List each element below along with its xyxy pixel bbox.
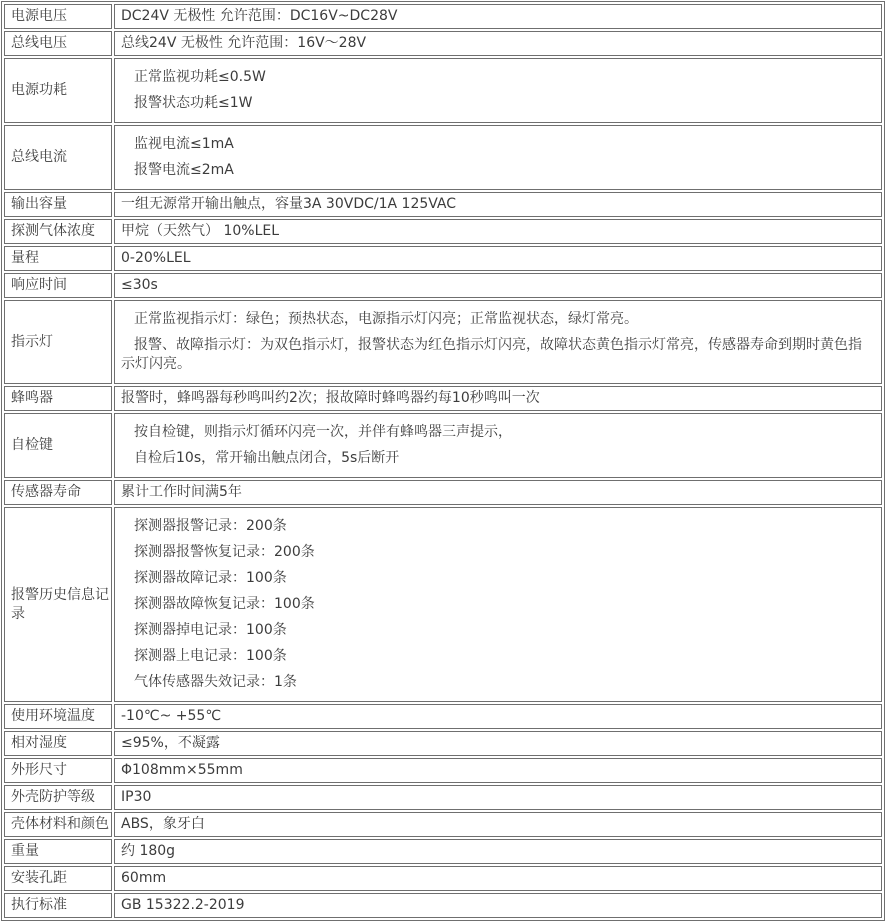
table-row <box>4 192 882 217</box>
spec-label: 自检键 <box>4 413 112 478</box>
table-row <box>4 866 882 891</box>
table-row <box>4 31 882 56</box>
spec-label: 蜂鸣器 <box>4 386 112 411</box>
spec-paragraph: 报警电流≤2mA <box>134 162 234 178</box>
spec-value: 累计工作时间满5年 <box>114 480 882 505</box>
spec-value <box>114 507 882 702</box>
spec-paragraph: 正常监视指示灯：绿色；预热状态，电源指示灯闪亮；正常监视状态，绿灯常亮。 <box>134 311 638 327</box>
table-row <box>4 125 882 190</box>
table-row <box>4 480 882 505</box>
spec-label: 外壳防护等级 <box>4 785 112 810</box>
spec-label: 总线电压 <box>4 31 112 56</box>
spec-label: 传感器寿命 <box>4 480 112 505</box>
spec-value: GB 15322.2-2019 <box>114 893 882 918</box>
spec-paragraph: 自检后10s，常开输出触点闭合，5s后断开 <box>134 450 400 466</box>
spec-value: DC24V 无极性 允许范围：DC16V~DC28V <box>114 4 882 29</box>
spec-value <box>114 413 882 478</box>
spec-value <box>114 300 882 384</box>
spec-label: 指示灯 <box>4 300 112 384</box>
spec-paragraph: 探测器掉电记录：100条 <box>134 622 287 638</box>
spec-label: 使用环境温度 <box>4 704 112 729</box>
table-row <box>4 812 882 837</box>
spec-value: 报警时，蜂鸣器每秒鸣叫约2次；报故障时蜂鸣器约每10秒鸣叫一次 <box>114 386 882 411</box>
spec-value: 约 180g <box>114 839 882 864</box>
table-row <box>4 704 882 729</box>
table-row <box>4 785 882 810</box>
spec-value: 甲烷（天然气） 10%LEL <box>114 219 882 244</box>
spec-label: 量程 <box>4 246 112 271</box>
table-row <box>4 413 882 478</box>
table-row <box>4 246 882 271</box>
table-row <box>4 58 882 123</box>
table-row <box>4 386 882 411</box>
spec-value: ≤95%，不凝露 <box>114 731 882 756</box>
spec-paragraph: 探测器上电记录：100条 <box>134 648 287 664</box>
spec-label: 探测气体浓度 <box>4 219 112 244</box>
spec-label: 壳体材料和颜色 <box>4 812 112 837</box>
spec-table-body <box>4 4 882 918</box>
spec-label: 相对湿度 <box>4 731 112 756</box>
table-row <box>4 893 882 918</box>
spec-label: 执行标准 <box>4 893 112 918</box>
spec-paragraph: 按自检键，则指示灯循环闪亮一次，并伴有蜂鸣器三声提示， <box>134 424 512 440</box>
table-row <box>4 4 882 29</box>
table-row <box>4 507 882 702</box>
spec-value: IP30 <box>114 785 882 810</box>
table-row <box>4 273 882 298</box>
spec-label: 安装孔距 <box>4 866 112 891</box>
spec-label: 外形尺寸 <box>4 758 112 783</box>
table-row <box>4 839 882 864</box>
table-row <box>4 300 882 384</box>
spec-value: 总线24V 无极性 允许范围：16V～28V <box>114 31 882 56</box>
spec-label: 响应时间 <box>4 273 112 298</box>
spec-value: Φ108mm×55mm <box>114 758 882 783</box>
table-row <box>4 219 882 244</box>
spec-value: 60mm <box>114 866 882 891</box>
spec-value: 一组无源常开输出触点，容量3A 30VDC/1A 125VAC <box>114 192 882 217</box>
spec-paragraph: 气体传感器失效记录：1条 <box>134 674 297 690</box>
table-row <box>4 731 882 756</box>
spec-value: ≤30s <box>114 273 882 298</box>
spec-value: ABS，象牙白 <box>114 812 882 837</box>
spec-paragraph: 报警状态功耗≤1W <box>134 95 253 111</box>
spec-value: 0-20%LEL <box>114 246 882 271</box>
spec-paragraph: 监视电流≤1mA <box>134 136 234 152</box>
spec-value: -10℃~ +55℃ <box>114 704 882 729</box>
spec-paragraph: 正常监视功耗≤0.5W <box>134 69 266 85</box>
spec-label: 电源功耗 <box>4 58 112 123</box>
table-row <box>4 758 882 783</box>
spec-label: 重量 <box>4 839 112 864</box>
spec-label: 总线电流 <box>4 125 112 190</box>
spec-table <box>1 1 885 921</box>
spec-paragraph: 探测器报警记录：200条 <box>134 518 287 534</box>
spec-paragraph: 探测器故障恢复记录：100条 <box>134 596 315 612</box>
spec-label: 输出容量 <box>4 192 112 217</box>
spec-label: 电源电压 <box>4 4 112 29</box>
spec-paragraph: 探测器报警恢复记录：200条 <box>134 544 315 560</box>
spec-paragraph: 探测器故障记录：100条 <box>134 570 287 586</box>
spec-value <box>114 58 882 123</box>
spec-value <box>114 125 882 190</box>
spec-paragraph: 报警、故障指示灯：为双色指示灯，报警状态为红色指示灯闪亮，故障状态黄色指示灯常亮，传感器寿命到期时黄色指示灯闪亮。 <box>121 337 862 372</box>
spec-label: 报警历史信息记录 <box>4 507 112 702</box>
